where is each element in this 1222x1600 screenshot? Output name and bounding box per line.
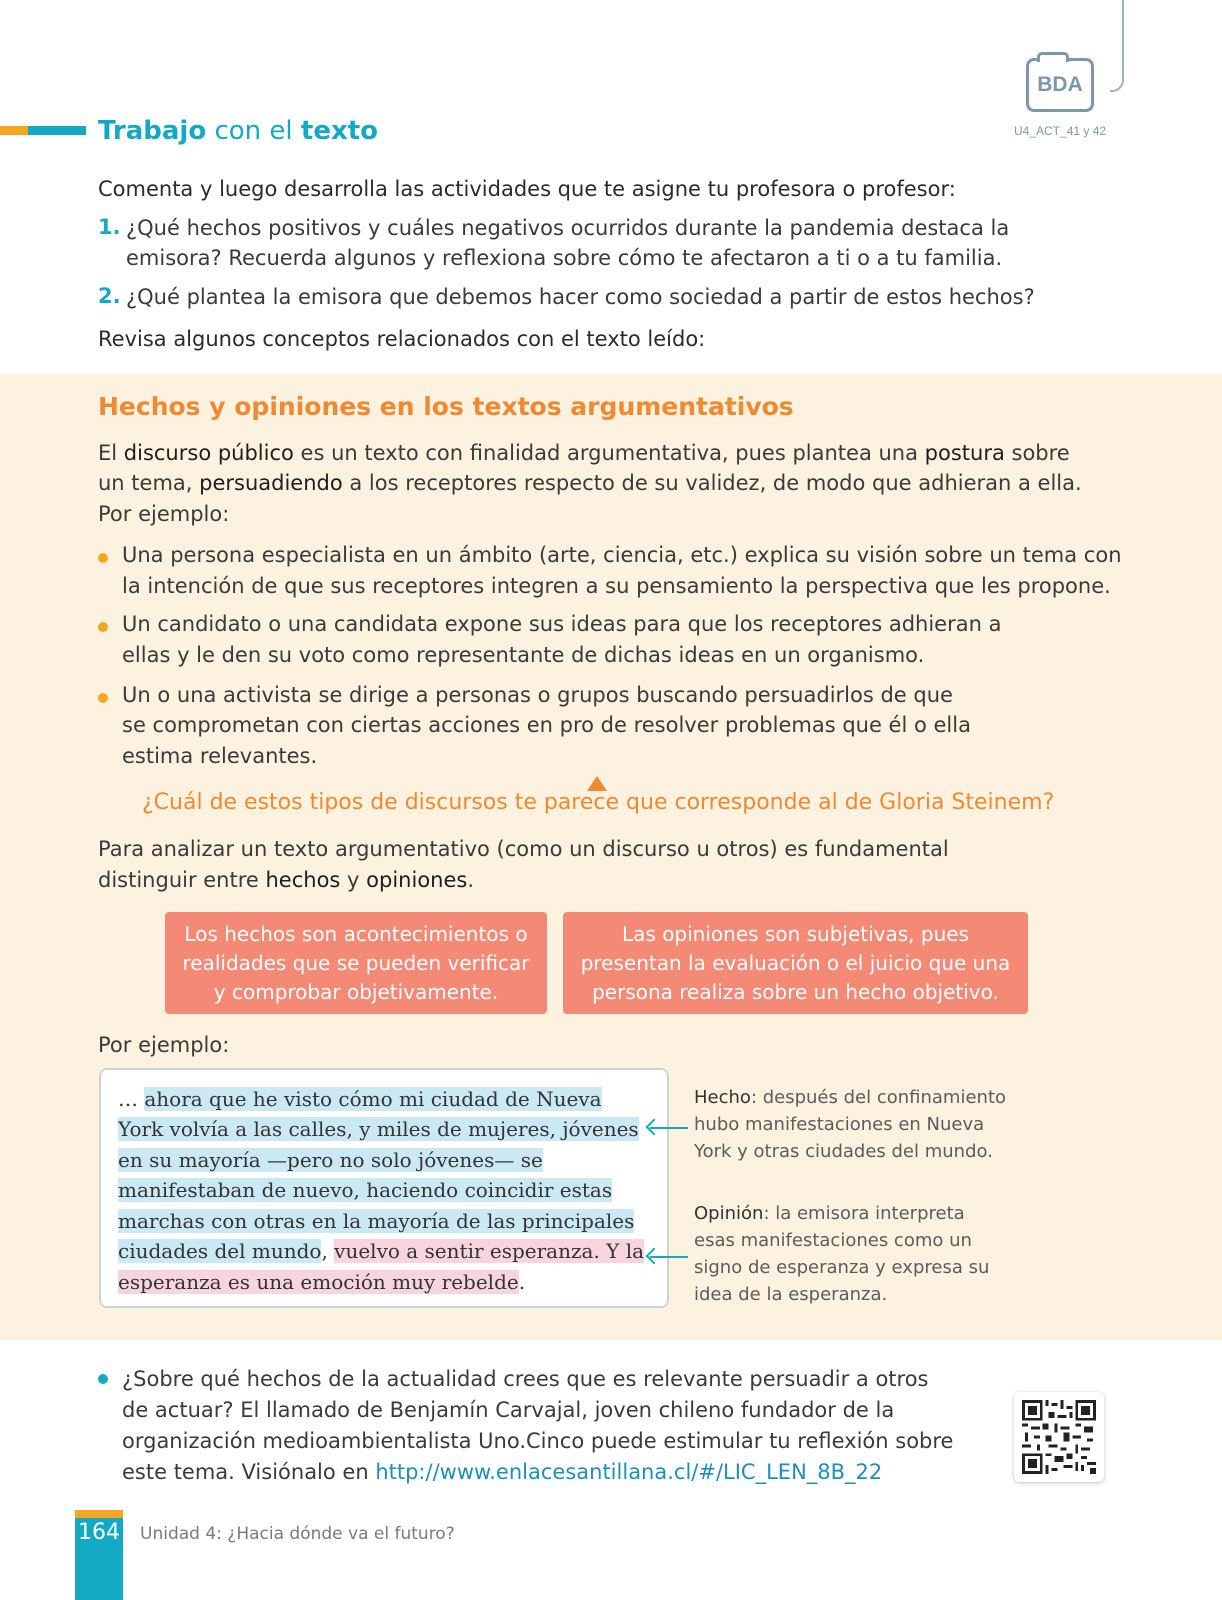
quote-line-5: marchas con otras en la mayoría de las principales	[118, 1209, 635, 1233]
triangle-marker-icon	[587, 776, 607, 791]
note-opinion-line-4: idea de la esperanza.	[694, 1284, 888, 1305]
item-number-1: 1.	[98, 215, 121, 239]
bullet-1-line-2: la intención de que sus receptores integren a su pensamiento la perspectiva que les propone.	[122, 574, 1111, 598]
para1-line-2: un tema, persuadiendo a los receptores respecto de su validez, de modo que adhieran a ella.	[98, 471, 1082, 495]
arrow-left-icon	[650, 1256, 688, 1258]
opinions-definition-box: Las opiniones son subjetivas, pues presentan la evaluación o el juicio que una persona realiza sobre un hecho objetivo.	[563, 912, 1028, 1014]
note-opinion-line-3: signo de esperanza y expresa su	[694, 1257, 990, 1278]
bullet-3-line-3: estima relevantes.	[122, 744, 318, 768]
header-accent-teal	[28, 126, 86, 135]
quote-line-7: esperanza es una emoción muy rebelde.	[118, 1270, 526, 1294]
closing-line-2: de actuar? El llamado de Benjamín Carvajal, joven chileno fundador de la	[122, 1398, 895, 1422]
panel-title: Hechos y opiniones en los textos argumentativos	[98, 392, 794, 421]
item-1-line-2: emisora? Recuerda algunos y reflexiona sobre cómo te afectaron a ti o a tu familia.	[126, 246, 1003, 270]
guiding-question: ¿Cuál de estos tipos de discursos te parece que corresponde al de Gloria Steinem?	[142, 790, 1055, 815]
bullet-dot	[98, 622, 108, 632]
bullet-3-line-1: Un o una activista se dirige a personas o grupos buscando persuadirlos de que	[122, 683, 953, 707]
closing-line-1: ¿Sobre qué hechos de la actualidad crees que es relevante persuadir a otros	[122, 1367, 929, 1391]
closing-line-3: organización medioambientalista Uno.Cinco puede estimular tu reflexión sobre	[122, 1429, 954, 1453]
note-fact-line-3: York y otras ciudades del mundo.	[694, 1141, 993, 1162]
para1-line-3: Por ejemplo:	[98, 502, 230, 526]
header-accent-orange	[0, 126, 28, 135]
bullet-dot	[98, 693, 108, 703]
bullet-2-line-1: Un candidato o una candidata expone sus ideas para que los receptores adhieran a	[122, 612, 1002, 636]
para2-line-1: Para analizar un texto argumentativo (como un discurso u otros) es fundamental	[98, 837, 949, 861]
bullet-dot	[98, 553, 108, 563]
quote-line-3: en su mayoría —pero no solo jóvenes— se	[118, 1148, 543, 1172]
item-2-line-1: ¿Qué plantea la emisora que debemos hacer como sociedad a partir de estos hechos?	[126, 285, 1035, 309]
facts-definition-box: Los hechos son acontecimientos o realidades que se pueden verificar y comprobar objetivamente.	[165, 912, 547, 1014]
note-fact-line-1: Hecho: después del confinamiento	[694, 1087, 1007, 1108]
note-fact-line-2: hubo manifestaciones en Nueva	[694, 1114, 985, 1135]
para2-line-2: distinguir entre hechos y opiniones.	[98, 868, 475, 892]
quote-line-1: … ahora que he visto cómo mi ciudad de Nueva	[118, 1087, 602, 1111]
page-number: 164	[78, 1520, 120, 1545]
quote-line-6: ciudades del mundo, vuelvo a sentir esperanza. Y la	[118, 1239, 645, 1263]
quote-line-4: manifestaban de nuevo, haciendo coincidir estas	[118, 1178, 613, 1202]
bullet-dot	[98, 1374, 108, 1384]
example-label: Por ejemplo:	[98, 1033, 230, 1057]
closing-line-4: este tema. Visiónalo en http://www.enlacesantillana.cl/#/LIC_LEN_8B_22	[122, 1460, 883, 1484]
arrow-left-icon	[650, 1127, 688, 1129]
bullet-3-line-2: se comprometan con ciertas acciones en pro de resolver problemas que él o ella	[122, 713, 971, 737]
bullet-2-line-2: ellas y le den su voto como representante de dichas ideas en un organismo.	[122, 643, 925, 667]
review-text: Revisa algunos conceptos relacionados con el texto leído:	[98, 327, 706, 351]
unit-title: Unidad 4: ¿Hacia dónde va el futuro?	[140, 1524, 455, 1544]
section-title: Trabajo con el texto	[98, 116, 379, 146]
item-number-2: 2.	[98, 284, 121, 308]
bda-folder-icon[interactable]	[1026, 58, 1094, 112]
instruction-text: Comenta y luego desarrolla las actividades que te asigne tu profesora o profesor:	[98, 177, 956, 201]
quote-line-2: York volvía a las calles, y miles de mujeres, jóvenes	[118, 1117, 639, 1141]
item-1-line-1: ¿Qué hechos positivos y cuáles negativos ocurridos durante la pandemia destaca la	[126, 216, 1010, 240]
bda-code: U4_ACT_41 y 42	[1014, 124, 1107, 138]
bda-label: BDA	[1037, 73, 1083, 96]
note-opinion-line-1: Opinión: la emisora interpreta	[694, 1203, 965, 1224]
footer-accent-orange	[75, 1510, 123, 1518]
para1-line-1: El discurso público es un texto con finalidad argumentativa, pues plantea una postura sobre	[98, 441, 1070, 465]
bda-connector-line	[1110, 0, 1124, 92]
note-opinion-line-2: esas manifestaciones como un	[694, 1230, 972, 1251]
qr-code-icon[interactable]	[1014, 1392, 1104, 1482]
bullet-1-line-1: Una persona especialista en un ámbito (arte, ciencia, etc.) explica su visión sobre un tema con	[122, 543, 1122, 567]
video-link[interactable]: http://www.enlacesantillana.cl/#/LIC_LEN_8B_22	[375, 1460, 883, 1484]
